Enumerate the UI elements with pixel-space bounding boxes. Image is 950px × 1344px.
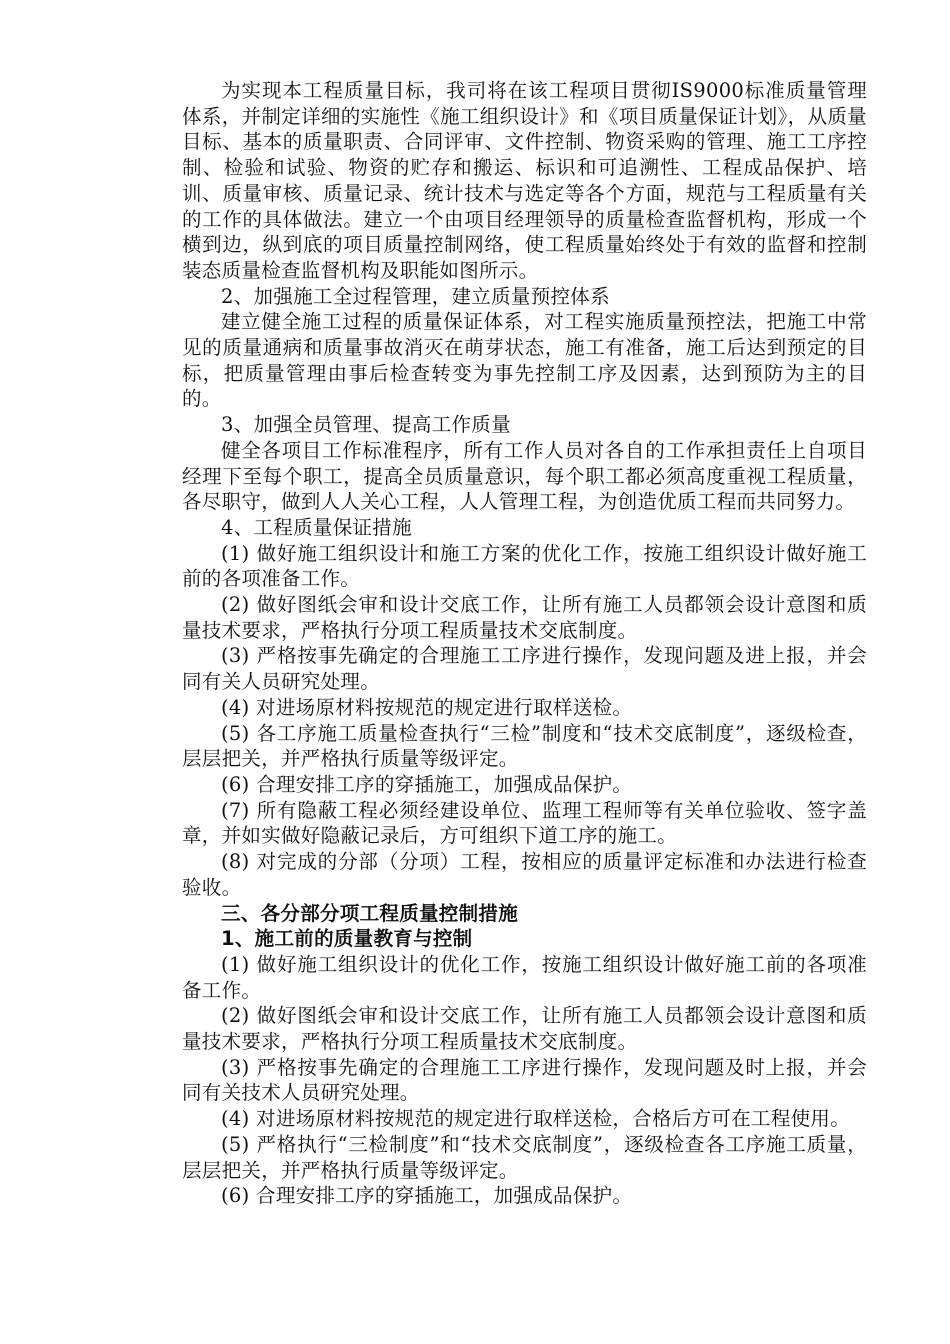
section-heading: 三、各分部分项工程质量控制措施 [221,901,519,925]
paragraph-intro: 为实现本工程质量目标，我司将在该工程项目贯彻IS9000标准质量管理体系，并制定详细的实施性《施工组织设计》和《项目质量保证计划》，从质量目标、基本的质量职责、合同评审、文件控制、物资采购的管理、施工工序控制、检验和试验、物资的贮存和搬运、标识和可追溯性、工程成品保护、培训、质量审核、质量记录、统计技术与选定等各个方面，规范与工程质量有关的工作的具体做法。建立一个由项目经理领导的质量检查监督机构，形成一个横到边，纵到底的项目质量控制网络，使工程质量始终处于有效的监督和控制装态质量检查监督机构及职能如图所示。 [182,79,867,282]
list-item: (8) 对完成的分部（分项）工程，按相应的质量评定标准和办法进行检查验收。 [182,850,867,899]
heading-4: 4、工程质量保证措施 [221,515,412,539]
heading-2: 2、加强施工全过程管理，建立质量预控体系 [221,284,610,308]
document-page [182,78,867,1209]
list-item: (2) 做好图纸会审和设计交底工作，让所有施工人员都领会设计意图和质量技术要求，严格执行分项工程质量技术交底制度。 [182,1004,867,1054]
heading-3: 3、加强全员管理、提高工作质量 [221,413,511,437]
paragraph: 健全各项目工作标准程序，所有工作人员对各自的工作承担责任上自项目经理下至每个职工，提高全员质量意识，每个职工都必须高度重视工程质量，各尽职守，做到人人关心工程，人人管理工程，为创造优质工程而共同努力。 [182,438,867,514]
paragraph: 建立健全施工过程的质量保证体系，对工程实施质量预控法，把施工中常见的质量通病和质量事故消灭在萌芽状态，施工有准备，施工后达到预定的目标，把质量管理由事后检查转变为事先控制工序及因素，达到预防为主的目的。 [182,310,867,411]
list-item: (6) 合理安排工序的穿插施工，加强成品保护。 [221,772,633,796]
list-item: (5) 各工序施工质量检查执行“三检”制度和“技术交底制度”，逐级检查，层层把关，并严格执行质量等级评定。 [182,721,867,771]
list-item: (4) 对进场原材料按规范的规定进行取样送检，合格后方可在工程使用。 [221,1107,851,1131]
list-item: (1) 做好施工组织设计和施工方案的优化工作，按施工组织设计做好施工前的各项准备工作。 [182,541,867,591]
list-item: (6) 合理安排工序的穿插施工，加强成品保护。 [221,1184,633,1208]
list-item: (3) 严格按事先确定的合理施工工序进行操作，发现问题及进上报，并会同有关人员研究处理。 [182,644,867,694]
list-item: (3) 严格按事先确定的合理施工工序进行操作，发现问题及时上报，并会同有关技术人员研究处理。 [182,1055,867,1105]
list-item: (1) 做好施工组织设计的优化工作，按施工组织设计做好施工前的各项准备工作。 [182,952,867,1002]
list-item: (2) 做好图纸会审和设计交底工作，让所有施工人员都领会设计意图和质量技术要求，严格执行分项工程质量技术交底制度。 [182,593,867,642]
list-item: (4) 对进场原材料按规范的规定进行取样送检。 [221,695,633,719]
subsection-heading: 1、施工前的质量教育与控制 [221,927,473,951]
list-item: (7) 所有隐蔽工程必须经建设单位、监理工程师等有关单位验收、签字盖章，并如实做好隐蔽记录后，方可组织下道工序的施工。 [182,798,867,848]
list-item: (5) 严格执行“三检制度”和“技术交底制度”，逐级检查各工序施工质量，层层把关，并严格执行质量等级评定。 [182,1132,867,1182]
